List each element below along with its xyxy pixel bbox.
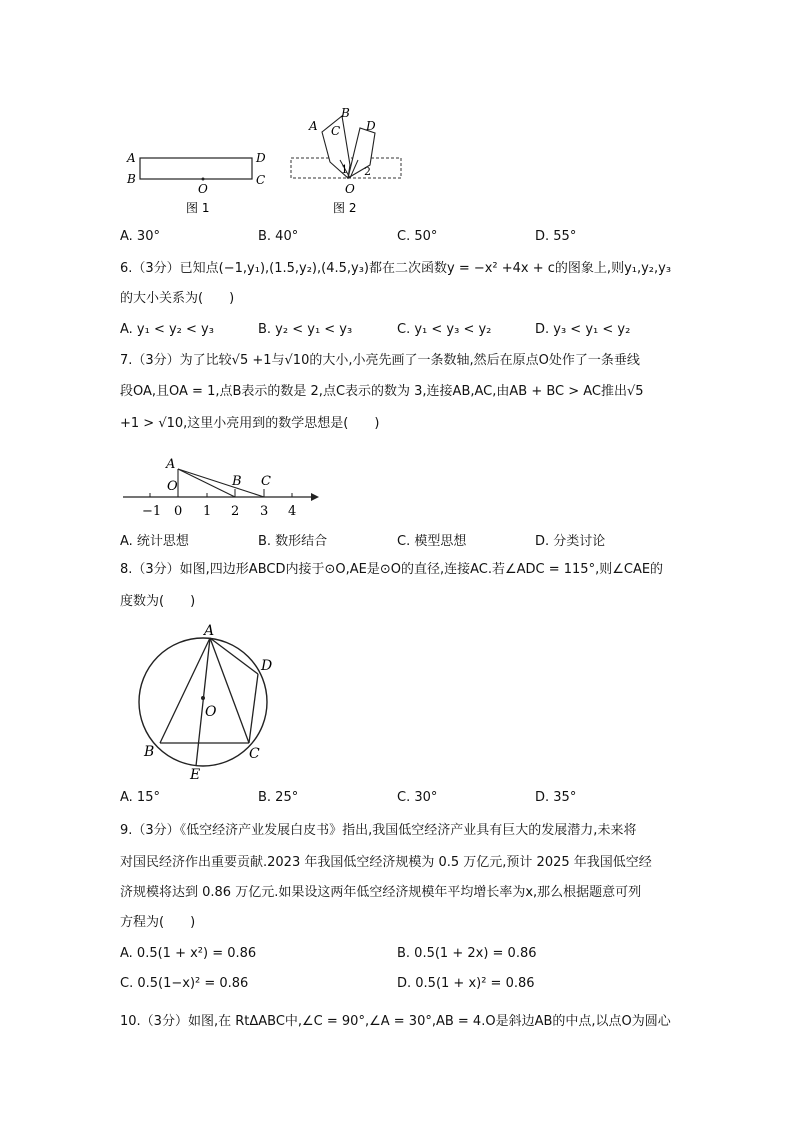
fig1-point-o	[202, 178, 205, 181]
q6-option-a: A. y₁ < y₂ < y₃	[120, 322, 214, 337]
label-a: A	[204, 623, 215, 639]
q8-option-d: D. 35°	[535, 790, 577, 805]
q7-number-line-figure	[115, 452, 335, 522]
q7-line-2: 段OA,且OA = 1,点B表示的数是 2,点C表示的数为 3,连接AB,AC,由AB + BC > AC推出√5	[120, 384, 644, 399]
fig1-label-c: C	[256, 173, 266, 187]
label-o: O	[205, 704, 217, 720]
q8-line-1: 8.（3分）如图,四边形ABCD内接于⊙O,AE是⊙O的直径,连接AC.若∠ADC = 115°,则∠CAE的	[120, 562, 664, 577]
label-a: A	[166, 457, 176, 472]
diameter-ae	[196, 638, 210, 766]
q9-option-c: C. 0.5(1−x)² = 0.86	[120, 976, 249, 991]
q9-option-b: B. 0.5(1 + 2x) = 0.86	[397, 946, 537, 961]
fig1-caption: 图 1	[186, 201, 210, 215]
q7-line-1: 7.（3分）为了比较√5 +1与√10的大小,小亮先画了一条数轴,然后在原点O处作了一条垂线	[120, 353, 640, 368]
q5-option-a: A. 30°	[120, 229, 160, 244]
q9-line-1: 9.（3分）《低空经济产业发展白皮书》指出,我国低空经济产业具有巨大的发展潜力,未来将	[120, 823, 637, 838]
fig2-caption: 图 2	[333, 201, 357, 215]
fig1-label-a: A	[127, 151, 136, 165]
q7-option-d: D. 分类讨论	[535, 534, 606, 549]
tick-label-neg1: −1	[142, 504, 162, 519]
chord-ac	[210, 638, 249, 743]
fig2-label-2: 2	[364, 165, 371, 178]
label-b: B	[232, 474, 242, 489]
q8-option-a: A. 15°	[120, 790, 160, 805]
fig2-label-o: O	[345, 182, 355, 196]
fig1-label-o: O	[198, 182, 208, 196]
q8-line-2: 度数为( )	[120, 594, 196, 609]
q5-option-d: D. 55°	[535, 229, 577, 244]
fig2-label-1: 1	[341, 163, 348, 176]
label-e: E	[190, 767, 201, 782]
q9-option-d: D. 0.5(1 + x)² = 0.86	[397, 976, 535, 991]
tick-label-0: 0	[174, 504, 183, 519]
q8-option-c: C. 30°	[397, 790, 438, 805]
q6-line-1: 6.（3分）已知点(−1,y₁),(1.5,y₂),(4.5,y₃)都在二次函数y = −x² +4x + c的图象上,则y₁,y₂,y₃	[120, 261, 672, 276]
label-d: D	[261, 658, 273, 674]
q6-line-2: 的大小关系为( )	[120, 291, 235, 306]
q8-circle-figure	[125, 622, 295, 782]
q6-option-c: C. y₁ < y₃ < y₂	[397, 322, 492, 337]
fig1-strip	[140, 158, 252, 179]
chord-dc	[249, 674, 258, 743]
q10-line-1: 10.（3分）如图,在 RtΔABC中,∠C = 90°,∠A = 30°,AB = 4.O是斜边AB的中点,以点O为圆心	[120, 1014, 671, 1029]
q7-line-3: +1 > √10,这里小亮用到的数学思想是( )	[120, 416, 380, 431]
label-c: C	[249, 746, 260, 762]
segment-ac	[178, 469, 264, 497]
segment-ab	[178, 469, 235, 497]
fig1-label-b: B	[127, 172, 136, 186]
tick-label-2: 2	[231, 504, 240, 519]
q9-option-a: A. 0.5(1 + x²) = 0.86	[120, 946, 257, 961]
q5-option-b: B. 40°	[258, 229, 299, 244]
fig2-label-d: D	[366, 119, 376, 133]
q7-option-b: B. 数形结合	[258, 534, 328, 549]
fig2-label-c: C	[331, 124, 341, 138]
q7-option-c: C. 模型思想	[397, 534, 467, 549]
fig2-label-a: A	[309, 119, 318, 133]
fig1-label-d: D	[256, 151, 266, 165]
q8-option-b: B. 25°	[258, 790, 299, 805]
tick-label-3: 3	[260, 504, 269, 519]
chord-ab	[160, 638, 210, 743]
q9-line-4: 方程为( )	[120, 915, 196, 930]
tick-label-4: 4	[288, 504, 297, 519]
number-line-arrow	[311, 493, 319, 501]
label-b: B	[144, 744, 155, 760]
q9-line-2: 对国民经济作出重要贡献.2023 年我国低空经济规模为 0.5 万亿元,预计 2025 年我国低空经	[120, 855, 652, 870]
label-o: O	[167, 479, 178, 494]
fig2-label-b: B	[341, 106, 350, 120]
q6-option-d: D. y₃ < y₁ < y₂	[535, 322, 631, 337]
label-c: C	[261, 474, 271, 489]
q7-option-a: A. 统计思想	[120, 534, 189, 549]
q5-option-c: C. 50°	[397, 229, 438, 244]
q5-figures	[0, 0, 794, 230]
q6-option-b: B. y₂ < y₁ < y₃	[258, 322, 353, 337]
q9-line-3: 济规模将达到 0.86 万亿元.如果设这两年低空经济规模年平均增长率为x,那么根据题意可列	[120, 885, 642, 900]
tick-label-1: 1	[203, 504, 212, 519]
